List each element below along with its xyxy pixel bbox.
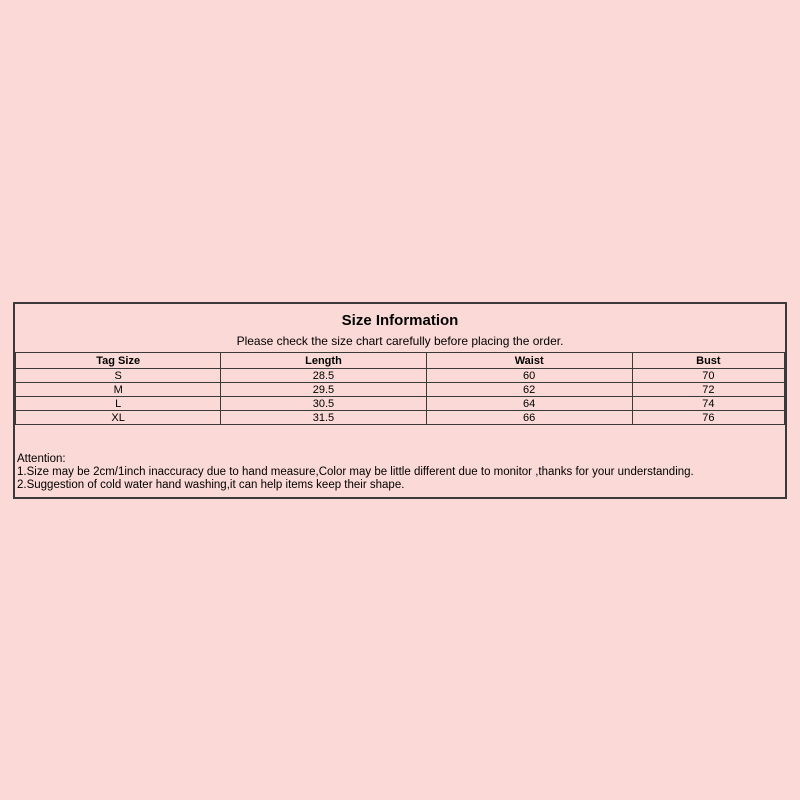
column-header-length: Length xyxy=(221,353,426,369)
size-table-header-row xyxy=(16,353,785,369)
size-table xyxy=(15,352,785,425)
size-information-panel xyxy=(13,302,787,499)
cell-waist: 60 xyxy=(426,369,632,383)
column-header-waist: Waist xyxy=(426,353,632,369)
column-header-bust: Bust xyxy=(632,353,784,369)
cell-tag-size: S xyxy=(16,369,221,383)
cell-bust: 70 xyxy=(632,369,784,383)
cell-waist: 64 xyxy=(426,397,632,411)
cell-tag-size: XL xyxy=(16,411,221,425)
cell-bust: 74 xyxy=(632,397,784,411)
chart-header xyxy=(15,304,785,352)
cell-tag-size: L xyxy=(16,397,221,411)
notes-heading: Attention: xyxy=(17,453,66,465)
chart-title: Size Information xyxy=(341,312,459,329)
cell-waist: 66 xyxy=(426,411,632,425)
notes-section xyxy=(15,425,785,497)
table-row-s xyxy=(16,369,785,383)
chart-subtitle: Please check the size chart carefully before placing the order. xyxy=(236,334,564,348)
cell-length: 30.5 xyxy=(221,397,426,411)
table-row-xl xyxy=(16,411,785,425)
note-line-1: 1.Size may be 2cm/1inch inaccuracy due to hand measure,Color may be little different due to monitor ,thanks for your understanding. xyxy=(17,466,694,478)
cell-waist: 62 xyxy=(426,383,632,397)
cell-length: 31.5 xyxy=(221,411,426,425)
cell-length: 29.5 xyxy=(221,383,426,397)
table-row-l xyxy=(16,397,785,411)
cell-bust: 76 xyxy=(632,411,784,425)
cell-tag-size: M xyxy=(16,383,221,397)
column-header-tag-size: Tag Size xyxy=(16,353,221,369)
cell-bust: 72 xyxy=(632,383,784,397)
cell-length: 28.5 xyxy=(221,369,426,383)
table-row-m xyxy=(16,383,785,397)
note-line-2: 2.Suggestion of cold water hand washing,it can help items keep their shape. xyxy=(17,479,405,491)
